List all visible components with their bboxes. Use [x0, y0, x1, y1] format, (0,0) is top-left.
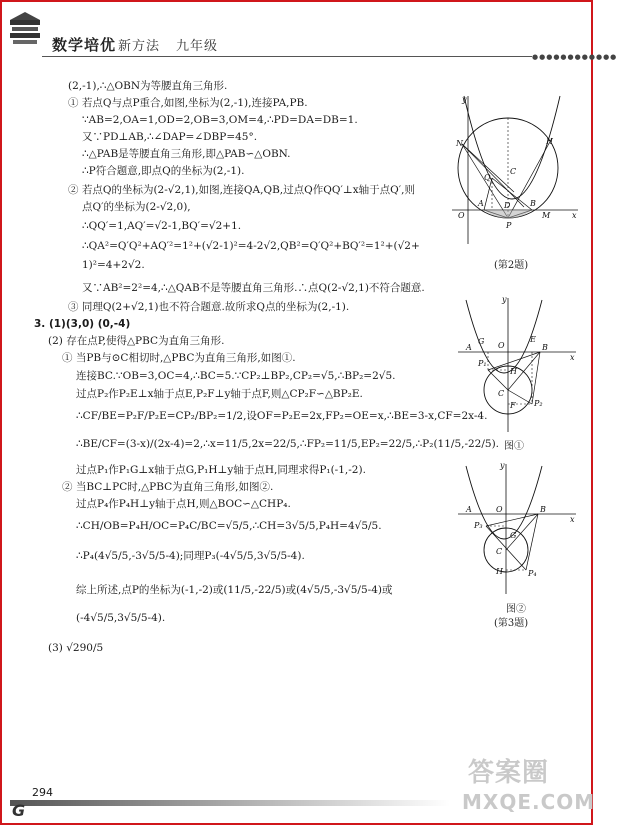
book-stack-logo: [8, 10, 42, 50]
solution-line: ∴BE/CF=(3-x)/(2x-4)=2,∴x=11/5,2x=22/5,∴FP₂=11/5,EP₂=22/5,∴P₂(11/5,-22/5).: [76, 438, 500, 450]
solution-line: ∴P₄(4√5/5,-3√5/5-4);同理P₃(-4√5/5,3√5/5-4).: [76, 550, 305, 562]
header-rule: [42, 56, 532, 57]
solution-line: 又∵PD⊥AB,∴∠DAP=∠DBP=45°.: [82, 131, 258, 143]
fig3b-label-P4: P₄: [528, 569, 537, 578]
fig3b-label-y: y: [500, 461, 505, 470]
fig2-label-A: A: [478, 199, 484, 208]
solution-line: ∵AB=2,OA=1,OD=2,OB=3,OM=4,∴PD=DA=DB=1.: [82, 114, 358, 126]
solution-line: (2) 存在点P,使得△PBC为直角三角形.: [48, 335, 225, 347]
fig2-label-y: y: [462, 95, 467, 104]
solution-line: 综上所述,点P的坐标为(-1,-2)或(11/5,-22/5)或(4√5/5,-3√5/5-4)或: [76, 584, 393, 596]
fig3b-label-G: G: [510, 531, 517, 540]
fig3b-label-H: H: [496, 567, 503, 576]
fig3a-label-G: G: [478, 337, 485, 346]
fig2-label-x: x: [572, 211, 577, 220]
solution-line: ① 若点Q与点P重合,如图,坐标为(2,-1),连接PA,PB.: [68, 97, 308, 109]
header-dots: ●●●●●●●●●●●●: [532, 53, 617, 61]
fig3a-label-P1: P₁: [478, 359, 487, 368]
solution-line: ∴QQ′=1,AQ′=√2-1,BQ′=√2+1.: [82, 220, 242, 232]
fig2-label-P: P: [506, 221, 512, 230]
solution-line: ∴△PAB是等腰直角三角形,即△PAB∽△OBN.: [82, 148, 291, 160]
fig3b-label-P3: P₃: [474, 521, 483, 530]
fig3a-label-P2: P₂: [534, 399, 543, 408]
figure-3-1: [458, 296, 578, 436]
watermark-url: MXQE.COM: [462, 790, 596, 814]
solution-line: 过点P₁作P₁G⊥x轴于点G,P₁H⊥y轴于点H,同理求得P₁(-1,-2).: [76, 464, 366, 476]
solution-line: 点Q′的坐标为(2-√2,0),: [82, 201, 191, 213]
figure-3-2: [458, 462, 578, 598]
fig2-label-O: O: [458, 211, 465, 220]
solution-line: ∴QA²=Q′Q²+AQ′²=1²+(√2-1)²=4-2√2,QB²=Q′Q²+BQ′²=1²+(√2+: [82, 240, 420, 252]
fig2-label-M: M: [542, 211, 551, 220]
page-number: 294: [32, 786, 53, 799]
fig2-label-Q: Q: [484, 173, 491, 182]
fig2-caption: (第2题): [494, 260, 529, 271]
footer-bar: [10, 800, 450, 806]
fig3b-label-x: x: [570, 515, 575, 524]
fig2-label-B: B: [530, 199, 536, 208]
solution-line: 过点P₄作P₄H⊥y轴于点H,则△BOC∽△CHP₄.: [76, 498, 291, 510]
solution-line: (2,-1),∴△OBN为等腰直角三角形.: [68, 80, 228, 92]
fig3b-caption: 图②: [506, 604, 526, 615]
fig3a-label-C: C: [498, 389, 505, 398]
fig2-label-H: H: [546, 137, 553, 146]
fig2-label-D: D: [504, 201, 511, 210]
fig3a-caption: 图①: [504, 441, 524, 452]
solution-line: (3) √290/5: [48, 642, 104, 654]
header-title: 数学培优: [52, 36, 117, 54]
fig3b-label-A: A: [466, 505, 472, 514]
fig2-label-C: C: [510, 167, 517, 176]
watermark: 答案圈: [468, 758, 550, 788]
solution-line: 又∵AB²=2²=4,∴△QAB不是等腰直角三角形.∴点Q(2-√2,1)不符合题意.: [82, 282, 425, 294]
fig3a-label-H: H: [510, 367, 517, 376]
fig3b-label-O: O: [496, 505, 503, 514]
figure-problem-2: [452, 92, 582, 252]
fig3a-label-y: y: [502, 295, 507, 304]
fig3a-label-E: E: [530, 335, 536, 344]
fig3a-label-A: A: [466, 343, 472, 352]
fig3-caption: (第3题): [494, 618, 529, 629]
solution-line: ∴CF/BE=P₂F/P₂E=CP₂/BP₂=1/2,设OF=P₂E=2x,FP₂=OE=x,∴BE=3-x,CF=2x-4.: [76, 410, 488, 422]
solution-line: 1)²=4+2√2.: [82, 259, 145, 271]
fig3a-label-x: x: [570, 353, 575, 362]
header-subtitle: 新方法: [118, 39, 161, 54]
solution-line: ∴CH/OB=P₄H/OC=P₄C/BC=√5/5,∴CH=3√5/5,P₄H=4√5/5.: [76, 520, 382, 532]
fig3a-label-B: B: [542, 343, 548, 352]
fig3b-label-C: C: [496, 547, 503, 556]
footer-logo-icon: G: [12, 801, 26, 820]
solution-line: 过点P₂作P₂E⊥x轴于点E,P₂F⊥y轴于点F,则△CP₂F∽△BP₂E.: [76, 388, 363, 400]
fig3a-label-F: F: [510, 401, 516, 410]
solution-line: ② 若点Q的坐标为(2-√2,1),如图,连接QA,QB,过点Q作QQ′⊥x轴于点Q′,则: [68, 184, 415, 196]
fig3b-label-B: B: [540, 505, 546, 514]
solution-line: (-4√5/5,3√5/5-4).: [76, 612, 166, 624]
problem-number: 3. (1)(3,0) (0,-4): [34, 318, 131, 330]
fig2-label-N: N: [456, 139, 463, 148]
solution-line: ① 当PB与⊙C相切时,△PBC为直角三角形,如图①.: [62, 352, 296, 364]
fig3a-label-O: O: [498, 341, 505, 350]
solution-line: ② 当BC⊥PC时,△PBC为直角三角形,如图②.: [62, 481, 274, 493]
solution-line: ③ 同理Q(2+√2,1)也不符合题意.故所求Q点的坐标为(2,-1).: [68, 301, 350, 313]
solution-line: ∴P符合题意,即点Q的坐标为(2,-1).: [82, 165, 245, 177]
page-header: [6, 6, 617, 61]
solution-line: 连接BC.∵OB=3,OC=4,∴BC=5.∵CP₂⊥BP₂,CP₂=√5,∴BP₂=2√5.: [76, 370, 396, 382]
header-grade: 九年级: [176, 39, 219, 54]
